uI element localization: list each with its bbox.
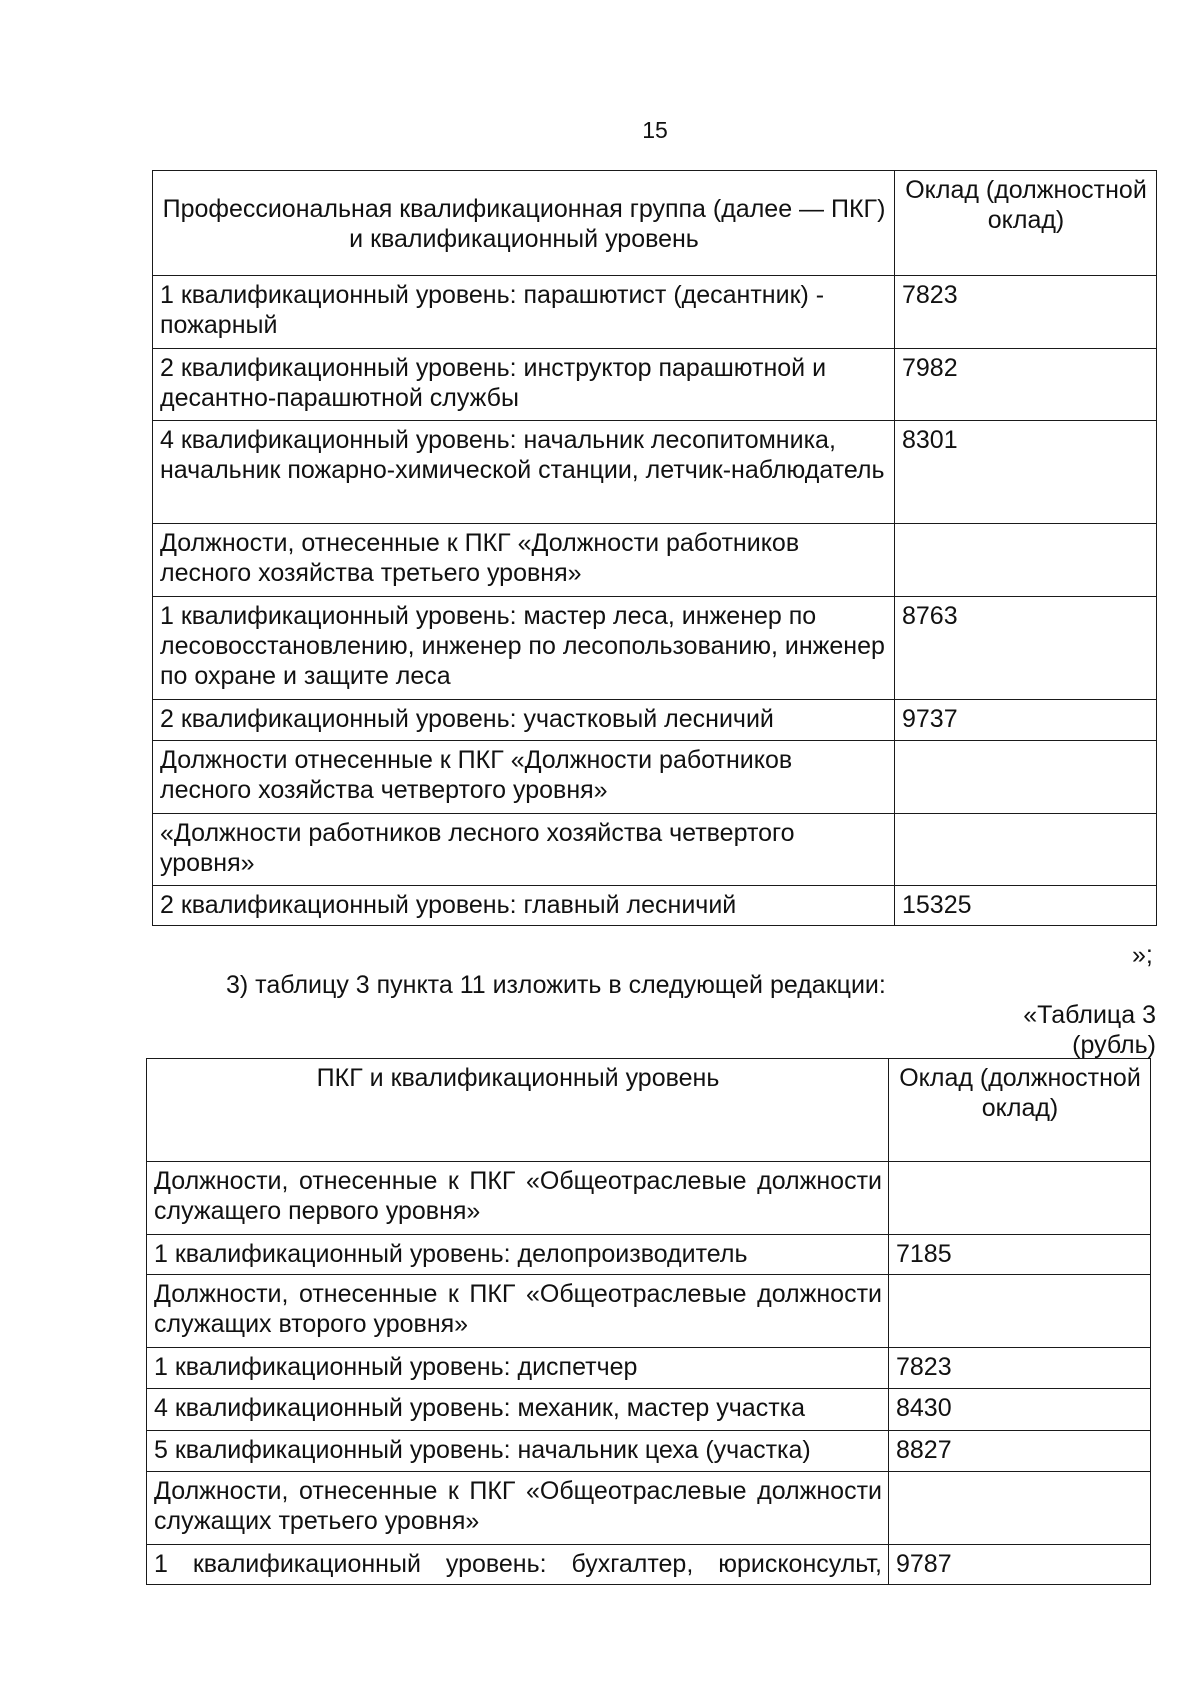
table-row xyxy=(147,1235,1151,1275)
salary-table-general xyxy=(146,1058,1151,1585)
qualification-cell: 1 квалификационный уровень: диспетчер xyxy=(147,1348,889,1389)
table-caption xyxy=(1010,1000,1156,1060)
salary-cell: 7185 xyxy=(889,1235,1151,1275)
salary-cell: 7823 xyxy=(895,276,1157,349)
table-header-row xyxy=(147,1059,1151,1162)
group-heading-cell: Должности, отнесенные к ПКГ «Должности работников лесного хозяйства третьего уровня» xyxy=(153,524,895,597)
salary-cell xyxy=(889,1162,1151,1235)
column-header-salary: Оклад (должностной оклад) xyxy=(889,1059,1151,1162)
salary-cell: 8827 xyxy=(889,1431,1151,1472)
column-header-qualification: ПКГ и квалификационный уровень xyxy=(147,1059,889,1162)
salary-cell: 8763 xyxy=(895,597,1157,700)
qualification-cell: 1 квалификационный уровень: парашютист (десантник) - пожарный xyxy=(153,276,895,349)
qualification-cell: 4 квалификационный уровень: начальник лесопитомника, начальник пожарно-химической станции, летчик-наблюдатель xyxy=(153,421,895,524)
salary-cell xyxy=(889,1275,1151,1348)
table-row xyxy=(147,1431,1151,1472)
table-row xyxy=(153,886,1157,926)
group-heading-cell: Должности, отнесенные к ПКГ «Общеотраслевые должности служащего первого уровня» xyxy=(147,1162,889,1235)
salary-cell xyxy=(895,814,1157,886)
group-heading-cell: «Должности работников лесного хозяйства четвертого уровня» xyxy=(153,814,895,886)
salary-table-forestry xyxy=(152,170,1157,926)
table-row xyxy=(147,1348,1151,1389)
salary-cell: 15325 xyxy=(895,886,1157,926)
qualification-cell: 1 квалификационный уровень: делопроизводитель xyxy=(147,1235,889,1275)
table-caption-title: «Таблица 3 xyxy=(1023,1001,1156,1029)
qualification-cell: 5 квалификационный уровень: начальник цеха (участка) xyxy=(147,1431,889,1472)
salary-cell: 9737 xyxy=(895,700,1157,741)
table-row xyxy=(153,524,1157,597)
salary-cell: 7823 xyxy=(889,1348,1151,1389)
table-row xyxy=(153,741,1157,814)
table-row xyxy=(153,421,1157,524)
table-row xyxy=(153,700,1157,741)
group-heading-cell: Должности отнесенные к ПКГ «Должности работников лесного хозяйства четвертого уровня» xyxy=(153,741,895,814)
salary-cell: 8301 xyxy=(895,421,1157,524)
table-row xyxy=(147,1389,1151,1431)
amendment-instruction: 3) таблицу 3 пункта 11 изложить в следующей редакции: xyxy=(226,971,886,999)
salary-cell xyxy=(895,524,1157,597)
table-row xyxy=(153,349,1157,421)
qualification-cell: 2 квалификационный уровень: инструктор парашютной и десантно-парашютной службы xyxy=(153,349,895,421)
table-caption-unit: (рубль) xyxy=(1072,1031,1156,1059)
salary-cell xyxy=(889,1472,1151,1545)
column-header-qualification: Профессиональная квалификационная группа (далее — ПКГ) и квалификационный уровень xyxy=(153,171,895,276)
group-heading-cell: Должности, отнесенные к ПКГ «Общеотраслевые должности служащих третьего уровня» xyxy=(147,1472,889,1545)
table-row xyxy=(153,814,1157,886)
qualification-cell: 4 квалификационный уровень: механик, мастер участка xyxy=(147,1389,889,1431)
table-row xyxy=(147,1275,1151,1348)
salary-cell xyxy=(895,741,1157,814)
qualification-cell: 2 квалификационный уровень: главный лесничий xyxy=(153,886,895,926)
qualification-cell: 2 квалификационный уровень: участковый лесничий xyxy=(153,700,895,741)
table-row xyxy=(147,1472,1151,1545)
table-row xyxy=(147,1162,1151,1235)
table-row xyxy=(153,597,1157,700)
table-row xyxy=(147,1545,1151,1585)
qualification-cell: 1 квалификационный уровень: бухгалтер, юрисконсульт, xyxy=(147,1545,889,1585)
qualification-cell: 1 квалификационный уровень: мастер леса, инженер по лесовосстановлению, инженер по лесопользованию, инженер по охране и защите леса xyxy=(153,597,895,700)
table-header-row xyxy=(153,171,1157,276)
group-heading-cell: Должности, отнесенные к ПКГ «Общеотраслевые должности служащих второго уровня» xyxy=(147,1275,889,1348)
column-header-salary: Оклад (должностной оклад) xyxy=(895,171,1157,276)
salary-cell: 7982 xyxy=(895,349,1157,421)
page-number: 15 xyxy=(642,117,668,143)
salary-cell: 9787 xyxy=(889,1545,1151,1585)
table-row xyxy=(153,276,1157,349)
closing-quote-mark: »; xyxy=(1132,941,1153,969)
salary-cell: 8430 xyxy=(889,1389,1151,1431)
